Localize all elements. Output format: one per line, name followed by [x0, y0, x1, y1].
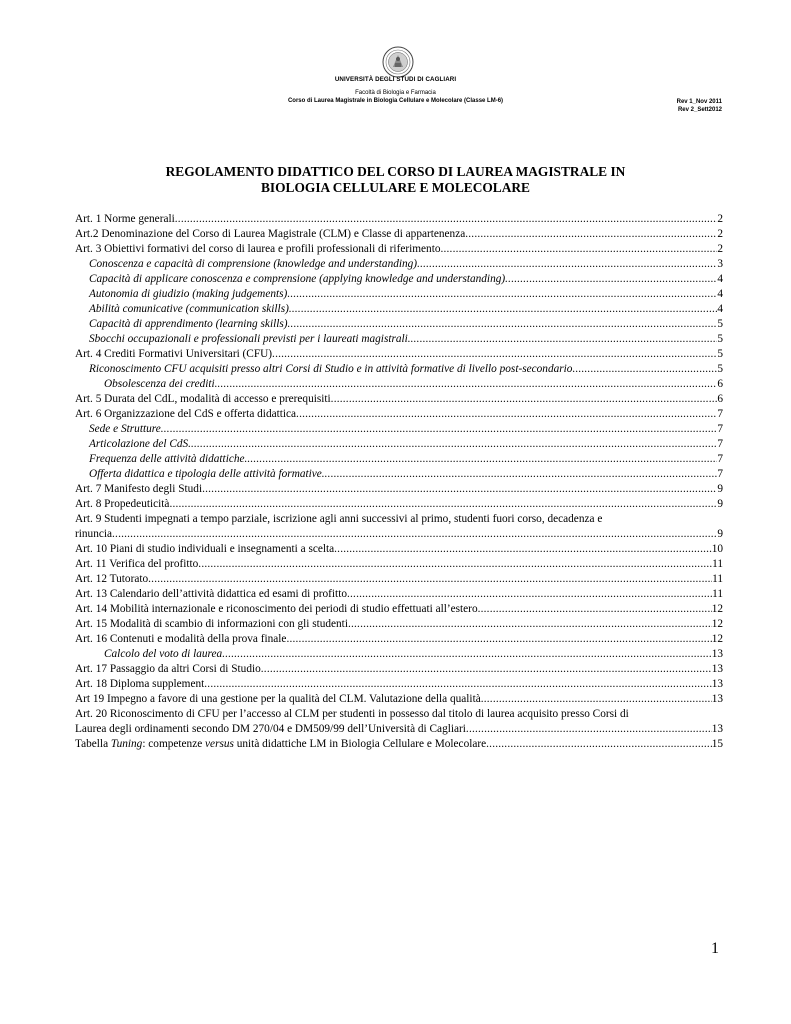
- toc-entry-sede[interactable]: Sede e Strutture ..... 7: [75, 422, 723, 437]
- toc-entry-abilita[interactable]: Abilità comunicative (communication skills) ..... 4: [75, 302, 723, 317]
- toc-entry-frequenza[interactable]: Frequenza delle attività didattiche. ..... 7: [75, 452, 723, 467]
- toc-entry-art-9-line-2: rinuncia: [75, 528, 113, 540]
- toc-entry-art-17[interactable]: Art. 17 Passaggio da altri Corsi di Studio ..... 13: [75, 662, 723, 677]
- toc-entry-art-20[interactable]: Art. 20 Riconoscimento di CFU per l’accesso al CLM per studenti in possesso dal titolo di laurea acquisito presso Corsi di Laurea degli ordinamenti secondo DM 270/04 e DM509/99 dell’Università di Cagliari ..... 13: [75, 707, 723, 737]
- title-line-1: REGOLAMENTO DIDATTICO DEL CORSO DI LAUREA MAGISTRALE IN: [165, 164, 626, 179]
- faculty-name: Facoltà di Biologia e Farmacia: [355, 90, 436, 96]
- toc-entry-art-19[interactable]: Art 19 Impegno a favore di una gestione per la qualità del CLM. Valutazione della qualità ..... 13: [75, 692, 723, 707]
- page-number: 1: [711, 940, 719, 957]
- toc-entry-articolazione[interactable]: Articolazione del CdS. ..... 7: [75, 437, 723, 452]
- table-of-contents: [75, 212, 723, 752]
- toc-entry-offerta[interactable]: Offerta didattica e tipologia delle attività formative. ..... 7: [75, 467, 723, 482]
- toc-entry-art-4[interactable]: Art. 4 Crediti Formativi Universitari (CFU) ..... 5: [75, 347, 723, 362]
- toc-entry-art-10[interactable]: Art. 10 Piani di studio individuali e insegnamenti a scelta ..... 10: [75, 542, 723, 557]
- toc-entry-art-13[interactable]: Art. 13 Calendario dell’attività didattica ed esami di profitto ..... 11: [75, 587, 723, 602]
- toc-entry-apprendimento[interactable]: Capacità di apprendimento (learning skills) ..... 5: [75, 317, 723, 332]
- toc-entry-riconoscimento-cfu[interactable]: Riconoscimento CFU acquisiti presso altri Corsi di Studio e in attività formative di livello post-secondario ..... 5: [75, 362, 723, 377]
- toc-entry-art-2[interactable]: Art.2 Denominazione del Corso di Laurea Magistrale (CLM) e Classe di appartenenza ..... 2: [75, 227, 723, 242]
- toc-entry-autonomia[interactable]: Autonomia di giudizio (making judgements) ..... 4: [75, 287, 723, 302]
- revision-1: Rev 1_Nov 2011: [676, 99, 722, 105]
- toc-entry-art-8[interactable]: Art. 8 Propedeuticità ..... 9: [75, 497, 723, 512]
- toc-entry-art-3[interactable]: Art. 3 Obiettivi formativi del corso di laurea e profili professionali di riferimento ..... 2: [75, 242, 723, 257]
- university-seal-icon: [382, 46, 414, 78]
- course-name: Corso di Laurea Magistrale in Biologia Cellulare e Molecolare (Classe LM-6): [287, 98, 504, 104]
- toc-entry-tabella-label: Tabella Tuning: competenze versus unità didattiche LM in Biologia Cellulare e Molecolare: [75, 738, 487, 750]
- toc-entry-sbocchi[interactable]: Sbocchi occupazionali e professionali previsti per i laureati magistrali. ..... 5: [75, 332, 723, 347]
- toc-entry-art-9[interactable]: Art. 9 Studenti impegnati a tempo parziale, iscrizione agli anni successivi al primo, studenti fuori corso, decadenza e rinuncia ..... 9: [75, 512, 723, 542]
- toc-entry-art-16[interactable]: Art. 16 Contenuti e modalità della prova finale ..... 12: [75, 632, 723, 647]
- revision-block: [677, 98, 722, 114]
- document-title: [0, 164, 791, 196]
- toc-entry-art-5[interactable]: Art. 5 Durata del CdL, modalità di accesso e prerequisiti ..... 6: [75, 392, 723, 407]
- university-name: UNIVERSITÀ DEGLI STUDI DI CAGLIARI: [334, 76, 457, 83]
- toc-entry-tabella-tuning[interactable]: Tabella Tuning: competenze versus unità didattiche LM in Biologia Cellulare e Molecolare ..... 15: [75, 737, 723, 752]
- toc-entry-calcolo-voto[interactable]: Calcolo del voto di laurea ..... 13: [75, 647, 723, 662]
- toc-entry-art-18[interactable]: Art. 18 Diploma supplement ..... 13: [75, 677, 723, 692]
- toc-entry-art-9-line-1: Art. 9 Studenti impegnati a tempo parziale, iscrizione agli anni successivi al primo, studenti fuori corso, decadenza e: [75, 513, 603, 525]
- toc-entry-art-12[interactable]: Art. 12 Tutorato ..... 11: [75, 572, 723, 587]
- title-line-2: BIOLOGIA CELLULARE E MOLECOLARE: [261, 180, 530, 195]
- toc-entry-art-20-line-1: Art. 20 Riconoscimento di CFU per l’accesso al CLM per studenti in possesso dal titolo di laurea acquisito presso Corsi di: [75, 708, 629, 720]
- toc-entry-art-1[interactable]: Art. 1 Norme generali ..... 2: [75, 212, 723, 227]
- toc-entry-art-7[interactable]: Art. 7 Manifesto degli Studi ..... 9: [75, 482, 723, 497]
- toc-entry-art-20-line-2: Laurea degli ordinamenti secondo DM 270/04 e DM509/99 dell’Università di Cagliari: [75, 723, 466, 735]
- toc-entry-art-15[interactable]: Art. 15 Modalità di scambio di informazioni con gli studenti ..... 12: [75, 617, 723, 632]
- toc-entry-art-14[interactable]: Art. 14 Mobilità internazionale e riconoscimento dei periodi di studio effettuati all’estero ..... 12: [75, 602, 723, 617]
- toc-entry-capacita-applicare[interactable]: Capacità di applicare conoscenza e comprensione (applying knowledge and understanding) ..... 4: [75, 272, 723, 287]
- revision-2: Rev 2_Sett2012: [677, 107, 722, 113]
- toc-entry-conoscenza[interactable]: Conoscenza e capacità di comprensione (knowledge and understanding) ..... 3: [75, 257, 723, 272]
- toc-entry-art-11[interactable]: Art. 11 Verifica del profitto ..... 11: [75, 557, 723, 572]
- toc-entry-obsolescenza[interactable]: Obsolescenza dei crediti. ..... 6: [75, 377, 723, 392]
- toc-entry-art-6[interactable]: Art. 6 Organizzazione del CdS e offerta didattica ..... 7: [75, 407, 723, 422]
